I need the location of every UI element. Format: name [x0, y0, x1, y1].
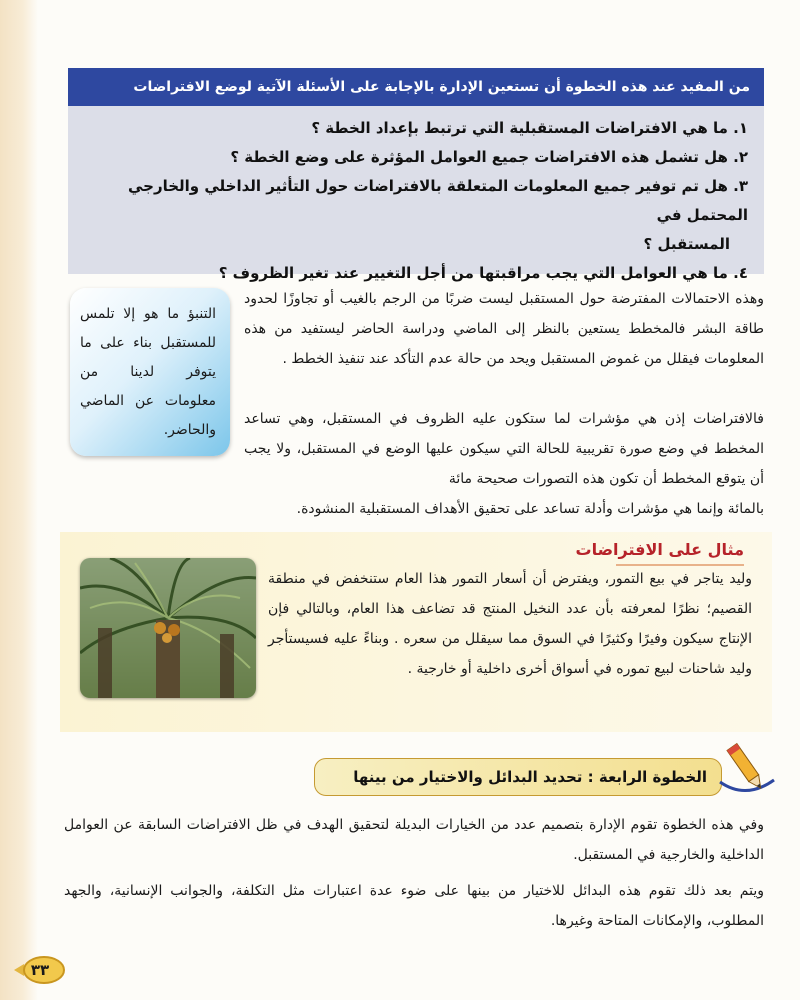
page-edge-decoration	[0, 0, 38, 1000]
page-number: ٣٣	[30, 961, 50, 979]
example-title: مثال على الافتراضات	[575, 540, 744, 559]
question-item: ٤. ما هي العوامل التي يجب مراقبتها من أجل التغيير عند تغير الظروف ؟	[218, 264, 748, 282]
step-header-bar	[314, 758, 722, 796]
questions-list	[68, 106, 764, 288]
example-text: وليد يتاجر في بيع التمور، ويفترض أن أسعار التمور هذا العام ستنخفض في منطقة القصيم؛ نظرًا لمعرفته بأن عدد النخيل المنتج قد تضاعف هذا العام، وبالتالي فإن الإنتاج سيكون وفيرًا وكثيرًا في السوق مما سيقلل من سعره . وبناءً عليه فسيستأجر وليد شاحنات لبيع تموره في أسواق أخرى داخلية أو خارجية .	[268, 571, 752, 677]
questions-header: من المفيد عند هذه الخطوة أن تستعين الإدارة بالإجابة على الأسئلة الآتية لوضع الافتراضات	[68, 68, 764, 106]
body-paragraph-2: فالافتراضات إذن هي مؤشرات لما ستكون عليه الظروف في المستقبل، وهي تساعد المخطط في وضع صورة تقريبية للحالة التي سيكون عليها الوضع في المستقبل، ولا يجب أن يتوقع المخطط أن تكون هذه التصورات صحيحة مائة	[244, 411, 764, 487]
question-item: ١. ما هي الافتراضات المستقبلية التي ترتبط بإعداد الخطة ؟	[311, 119, 748, 137]
side-note-text: التنبؤ ما هو إلا تلمس للمستقبل بناء على ما يتوفر لدينا من معلومات عن الماضي والحاضر.	[80, 306, 216, 438]
palm-tree-photo	[80, 558, 256, 698]
question-item: ٢. هل تشمل هذه الافتراضات جميع العوامل المؤثرة على وضع الخطة ؟	[230, 148, 748, 166]
question-item-continuation: المستقبل ؟	[643, 235, 730, 253]
pencil-icon	[716, 738, 780, 802]
closing-paragraph-1: وفي هذه الخطوة تقوم الإدارة بتصميم عدد من الخيارات البديلة لتحقيق الهدف في ظل الافتراضات السابقة عن العوامل الداخلية والخارجية في المستقبل.	[64, 817, 764, 863]
questions-box	[68, 68, 764, 282]
body-paragraph-2-tail: بالمائة وإنما هي مؤشرات وأدلة تساعد على تحقيق الأهداف المستقبلية المنشودة.	[296, 501, 764, 517]
example-box	[60, 532, 772, 732]
question-item: ٣. هل تم توفير جميع المعلومات المتعلقة بالافتراضات حول التأثير الداخلي والخارجي المحتمل في	[127, 177, 748, 224]
page-number-badge	[14, 954, 66, 986]
side-note-box	[70, 288, 230, 456]
step-header-label: الخطوة الرابعة : تحديد البدائل والاختيار من بينها	[353, 768, 707, 786]
body-paragraph-1: وهذه الاحتمالات المفترضة حول المستقبل ليست ضربًا من الرجم بالغيب أو تجاوزًا لحدود طاقة البشر فالمخطط يستعين بالنظر إلى الماضي ودراسة الحاضر ليستفيد من هذه المعلومات فيقلل من غموض المستقبل ويحد من حالة عدم التأكد عند تنفيذ الخطط .	[244, 291, 764, 367]
closing-paragraph-2: ويتم بعد ذلك تقوم هذه البدائل للاختيار من بينها على ضوء عدة اعتبارات مثل التكلفة، والجوانب الإنسانية، والجهد المطلوب، والإمكانات المتاحة وغيرها.	[64, 883, 764, 929]
